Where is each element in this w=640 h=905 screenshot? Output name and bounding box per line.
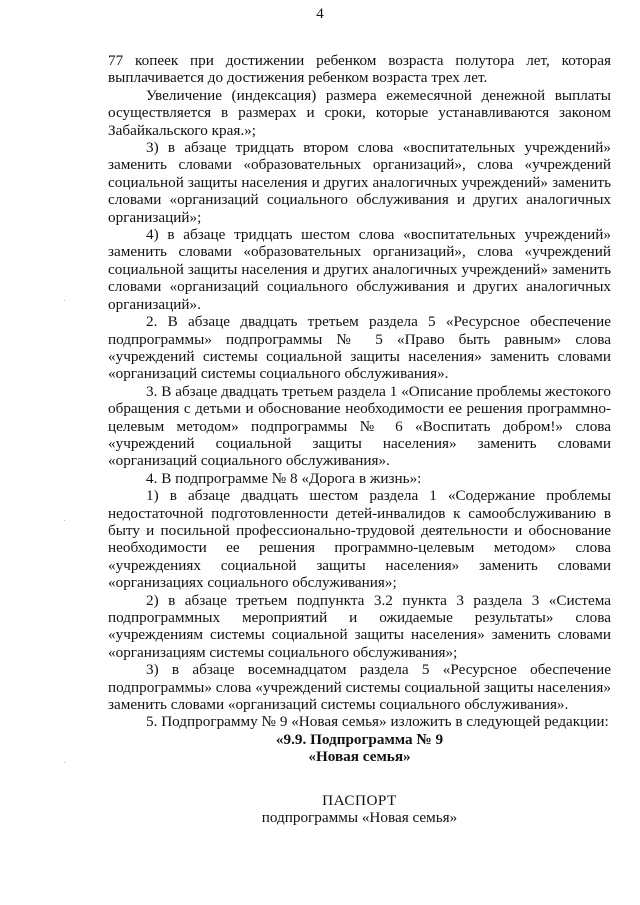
passport-subtitle: подпрограммы «Новая семья» <box>261 809 458 827</box>
passport-title: ПАСПОРТ <box>322 791 397 809</box>
paragraph: 77 копеек при достижении ребенком возраста полутора лет, которая выплачивается до достижения ребенком возраста трех лет. <box>108 52 611 87</box>
margin-mark <box>64 300 65 301</box>
document-body <box>108 52 611 826</box>
paragraph: Увеличение (индексация) размера ежемесячной денежной выплаты осуществляется в размерах и сроки, которые устанавливаются законом Забайкальского края.»; <box>108 86 611 139</box>
margin-mark <box>64 762 65 763</box>
subprogram-heading-name: «Новая семья» <box>308 748 411 766</box>
paragraph: 1) в абзаце двадцать шестом раздела 1 «Содержание проблемы недостаточной подготовленности детей-инвалидов к самообслуживанию в быту и посильной профессионально-трудовой деятельности и обоснование необходимости ее решения программно-целевым методом» слова «учреждениях социальной защиты населения» заменить словами «организациях социального обслуживания»; <box>108 487 611 592</box>
paragraph: 3) в абзаце тридцать втором слова «воспитательных учреждений» заменить словами «образовательных организаций», слова «учреждений социальной защиты населения и других аналогичных учреждений» заменить словами «организаций социального обслуживания и других аналогичных организаций»; <box>108 139 611 226</box>
margin-mark <box>64 520 65 521</box>
paragraph: 3. В абзаце двадцать третьем раздела 1 «Описание проблемы жестокого обращения с детьми и обоснование необходимости ее решения программно-целевым методом» подпрограммы № 6 «Воспитать добром!» слова «учреждений социальной защиты населения» заменить словами «организаций социального обслуживания». <box>108 382 611 470</box>
paragraph: 4. В подпрограмме № 8 «Дорога в жизнь»: <box>146 469 422 487</box>
paragraph: 2. В абзаце двадцать третьем раздела 5 «Ресурсное обеспечение подпрограммы» подпрограммы № 5 «Право быть равным» слова «учреждений системы социальной защиты населения» заменить словами «организаций системы социального обслуживания». <box>108 313 611 383</box>
paragraph: 2) в абзаце третьем подпункта 3.2 пункта 3 раздела 3 «Система подпрограммных мероприятий и ожидаемые результаты» слова «учреждениям системы социальной защиты населения» заменить словами «организациям системы социального обслуживания»; <box>108 591 611 661</box>
paragraph: 3) в абзаце восемнадцатом раздела 5 «Ресурсное обеспечение подпрограммы» слова «учреждений системы социальной защиты населения» заменить словами «организаций системы социального обслуживания». <box>108 661 611 714</box>
paragraph: 5. Подпрограмму № 9 «Новая семья» изложить в следующей редакции: <box>146 713 609 731</box>
paragraph: 4) в абзаце тридцать шестом слова «воспитательных учреждений» заменить словами «образовательных организаций», слова «учреждений социальной защиты населения и других аналогичных учреждений» заменить словами «организаций социального обслуживания и других аналогичных организаций». <box>108 226 611 313</box>
subprogram-heading: «9.9. Подпрограмма № 9 <box>275 730 444 748</box>
page-number: 4 <box>316 6 324 22</box>
